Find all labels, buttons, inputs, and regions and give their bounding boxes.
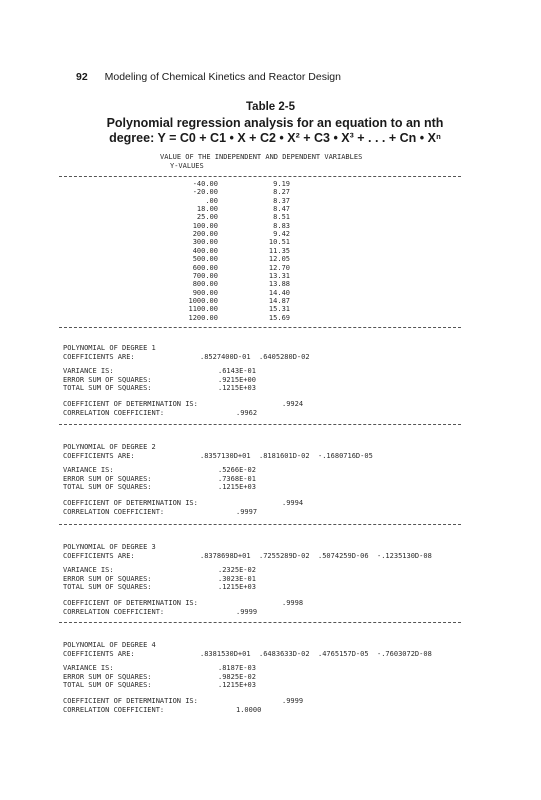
- total-label: TOTAL SUM OF SQUARES:: [63, 483, 152, 491]
- y-value: 8.47: [273, 205, 290, 214]
- y-value: 15.31: [268, 305, 290, 314]
- x-value: 800.00: [192, 280, 218, 289]
- x-value: 900.00: [192, 288, 218, 297]
- x-value: 200.00: [192, 230, 218, 239]
- coefficients-label: COEFFICIENTS ARE:: [63, 649, 135, 658]
- page-number: 92: [76, 71, 88, 83]
- table-caption-line-2: degree: Y = C0 + C1 • X + C2 • X² + C3 • X³ + . . . + Cn • Xⁿ: [109, 131, 441, 145]
- error-value: .9825E-02: [218, 672, 256, 681]
- correlation-label: CORRELATION COEFFICIENT:: [63, 408, 165, 417]
- x-value: 18.00: [196, 205, 218, 214]
- table-caption-line-1: Polynomial regression analysis for an equation to an nth: [106, 116, 444, 130]
- determination-value: .9998: [282, 599, 304, 607]
- data-header-line-1: VALUE OF THE INDEPENDENT AND DEPENDENT VARIABLES: [160, 153, 363, 161]
- table-label: Table 2-5: [246, 101, 295, 113]
- correlation-label: CORRELATION COEFFICIENT:: [63, 507, 165, 516]
- x-value: 400.00: [192, 246, 218, 255]
- correlation-value: .9999: [236, 607, 258, 616]
- x-value: 500.00: [192, 255, 218, 264]
- polynomial-title: POLYNOMIAL OF DEGREE 3: [63, 543, 156, 551]
- y-value: 11.35: [268, 246, 290, 255]
- total-value: .1215E+03: [218, 483, 256, 491]
- y-value: 9.42: [273, 230, 290, 239]
- total-value: .1215E+03: [218, 384, 256, 392]
- variance-value: .5266E-02: [218, 466, 256, 474]
- y-value: 8.51: [273, 213, 290, 222]
- table-caption: [70, 116, 480, 146]
- y-value: 14.87: [268, 296, 290, 305]
- determination-label: COEFFICIENT OF DETERMINATION IS:: [63, 400, 198, 408]
- correlation-label: CORRELATION COEFFICIENT:: [63, 607, 165, 616]
- y-value: 13.88: [268, 280, 290, 289]
- divider: [59, 622, 461, 623]
- coefficients-value: .8378698D+01 .7255289D-02 .5074259D-06 -.1235130D-08: [200, 551, 432, 560]
- variance-value: .2325E-02: [218, 566, 256, 574]
- total-value: .1215E+03: [218, 681, 256, 689]
- determination-value: .9924: [282, 400, 304, 408]
- x-value: .00: [205, 196, 218, 205]
- y-value: 8.37: [273, 196, 290, 205]
- error-value: .3023E-01: [218, 574, 256, 583]
- running-title: Modeling of Chemical Kinetics and Reactor Design: [104, 71, 341, 83]
- determination-label: COEFFICIENT OF DETERMINATION IS:: [63, 499, 198, 507]
- error-value: .7368E-01: [218, 474, 256, 483]
- variance-value: .6143E-01: [218, 367, 256, 375]
- y-value: 10.51: [268, 238, 290, 247]
- determination-value: .9994: [282, 499, 304, 507]
- x-value: 600.00: [192, 263, 218, 272]
- coefficients-label: COEFFICIENTS ARE:: [63, 352, 135, 361]
- total-label: TOTAL SUM OF SQUARES:: [63, 583, 152, 591]
- variance-label: VARIANCE IS:: [63, 566, 114, 574]
- x-value: 25.00: [196, 213, 218, 222]
- variance-label: VARIANCE IS:: [63, 664, 114, 672]
- correlation-value: 1.0000: [236, 705, 262, 714]
- total-label: TOTAL SUM OF SQUARES:: [63, 681, 152, 689]
- x-value: 1100.00: [188, 305, 218, 314]
- polynomial-title: POLYNOMIAL OF DEGREE 2: [63, 443, 156, 451]
- error-label: ERROR SUM OF SQUARES:: [63, 474, 152, 483]
- x-value: 1200.00: [188, 313, 218, 322]
- data-header-line-2: Y-VALUES: [170, 162, 204, 170]
- divider: [59, 176, 461, 177]
- y-value: 12.70: [268, 263, 290, 272]
- divider: [59, 524, 461, 525]
- polynomial-title: POLYNOMIAL OF DEGREE 1: [63, 344, 156, 352]
- error-label: ERROR SUM OF SQUARES:: [63, 672, 152, 681]
- determination-value: .9999: [282, 697, 304, 705]
- error-label: ERROR SUM OF SQUARES:: [63, 375, 152, 384]
- correlation-value: .9962: [236, 408, 258, 417]
- error-value: .9215E+00: [218, 375, 256, 384]
- coefficients-value: .8357130D+01 .8181601D-02 -.1680716D-05: [200, 451, 373, 460]
- divider: [59, 327, 461, 328]
- x-value: 100.00: [192, 221, 218, 230]
- y-value: 15.69: [268, 313, 290, 322]
- correlation-value: .9997: [236, 507, 258, 516]
- x-value: -40.00: [192, 180, 218, 188]
- variance-label: VARIANCE IS:: [63, 367, 114, 375]
- y-value: 8.83: [273, 221, 290, 230]
- x-value: 1000.00: [188, 296, 218, 305]
- divider: [59, 424, 461, 425]
- y-value: 12.05: [268, 255, 290, 264]
- polynomial-title: POLYNOMIAL OF DEGREE 4: [63, 641, 156, 649]
- coefficients-value: .8381530D+01 .6483633D-02 .4765157D-05 -.7603072D-08: [200, 649, 432, 658]
- variance-value: .8187E-03: [218, 664, 256, 672]
- coefficients-label: COEFFICIENTS ARE:: [63, 551, 135, 560]
- x-value: -20.00: [192, 188, 218, 197]
- coefficients-label: COEFFICIENTS ARE:: [63, 451, 135, 460]
- error-label: ERROR SUM OF SQUARES:: [63, 574, 152, 583]
- running-header: [76, 71, 341, 83]
- correlation-label: CORRELATION COEFFICIENT:: [63, 705, 165, 714]
- determination-label: COEFFICIENT OF DETERMINATION IS:: [63, 599, 198, 607]
- x-value: 700.00: [192, 271, 218, 280]
- x-value: 300.00: [192, 238, 218, 247]
- y-value: 13.31: [268, 271, 290, 280]
- y-value: 9.19: [273, 180, 290, 188]
- y-value: 14.40: [268, 288, 290, 297]
- coefficients-value: .8527400D-01 .6405280D-02: [200, 352, 310, 361]
- y-value: 8.27: [273, 188, 290, 197]
- determination-label: COEFFICIENT OF DETERMINATION IS:: [63, 697, 198, 705]
- total-value: .1215E+03: [218, 583, 256, 591]
- variance-label: VARIANCE IS:: [63, 466, 114, 474]
- total-label: TOTAL SUM OF SQUARES:: [63, 384, 152, 392]
